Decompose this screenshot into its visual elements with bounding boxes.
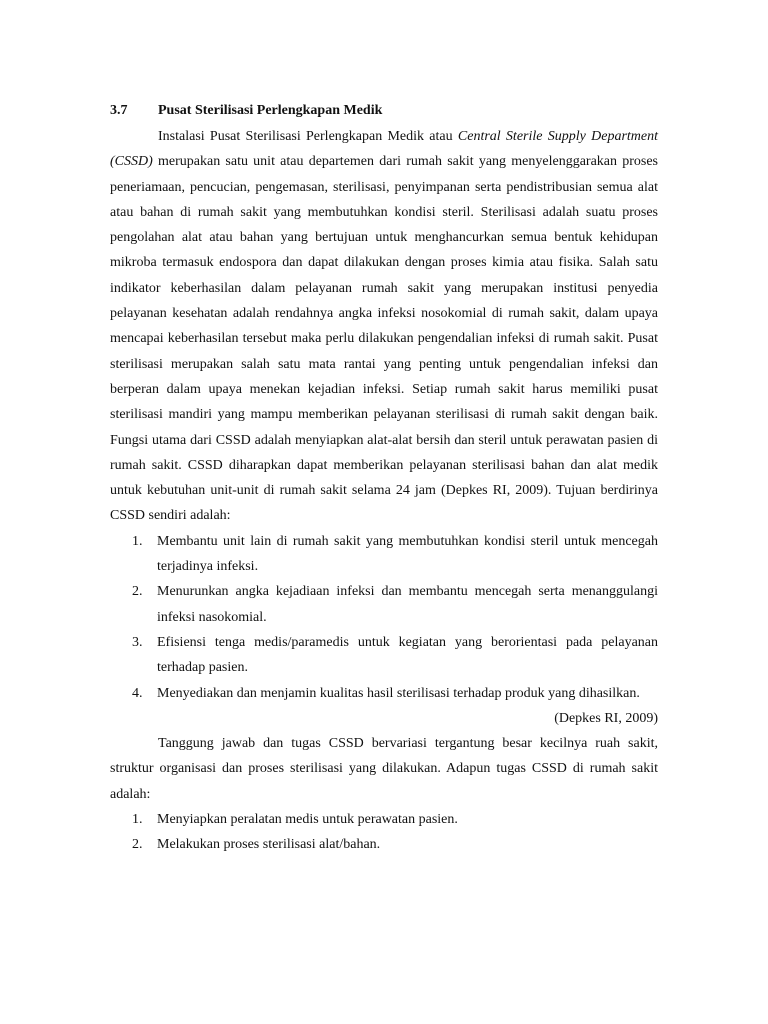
- paragraph-duties: Tanggung jawab dan tugas CSSD bervariasi tergantung besar kecilnya ruah sakit, struktur organisasi dan proses sterilisasi yang dilakukan. Adapun tugas CSSD di rumah sakit adalah:: [110, 736, 658, 802]
- section-heading: [110, 98, 658, 124]
- list-item-text: Menurunkan angka kejadiaan infeksi dan membantu mencegah serta menanggulangi infeksi nasokomial.: [157, 584, 658, 625]
- paragraph-intro: [110, 124, 658, 529]
- list-item-number: 2.: [132, 584, 143, 600]
- list-item-number: 4.: [132, 685, 143, 701]
- list-item: [110, 807, 658, 832]
- list-item-text: Melakukan proses sterilisasi alat/bahan.: [157, 837, 381, 853]
- list-item: [110, 630, 658, 681]
- list-item: [110, 681, 658, 706]
- list-item: [110, 832, 658, 857]
- list-item-text: Menyediakan dan menjamin kualitas hasil sterilisasi terhadap produk yang dihasilkan.: [157, 685, 640, 701]
- list-item-number: 1.: [132, 533, 143, 549]
- objectives-list: [110, 529, 658, 706]
- list-item-number: 3.: [132, 634, 143, 650]
- paragraph-intro-italic-term: Central Sterile Supply Department (CSSD): [110, 129, 658, 170]
- list-item: [110, 529, 658, 580]
- document-body: [110, 98, 658, 858]
- list-item-text: Membantu unit lain di rumah sakit yang membutuhkan kondisi steril untuk mencegah terjadinya infeksi.: [157, 533, 658, 575]
- section-number: 3.7: [110, 103, 128, 118]
- list-item: [110, 579, 658, 630]
- duties-list: [110, 807, 658, 858]
- section-title: Pusat Sterilisasi Perlengkapan Medik: [158, 103, 383, 118]
- list-item-text: Efisiensi tenga medis/paramedis untuk kegiatan yang berorientasi pada pelayanan terhadap pasien.: [157, 634, 658, 676]
- paragraph-intro-rest: merupakan satu unit atau departemen dari rumah sakit yang menyelenggarakan proses peneriamaan, pencucian, pengemasan, sterilisasi, penyimpanan serta pendistribusian semua alat atau bahan di rumah sakit yang membutuhkan kondisi steril. Sterilisasi adalah suatu proses pengolahan alat atau bahan yang bertujuan untuk menghancurkan semua bentuk kehidupan mikroba termasuk endospora dan dapat dilakukan dengan proses kimia atau fisika. Salah satu indikator keberhasilan dalam pelayanan rumah sakit yang merupakan institusi penyedia pelayanan kesehatan adalah rendahnya angka infeksi nosokomial di rumah sakit, dalam upaya mencapai keberhasilan tersebut maka perlu dilakukan pengendalian infeksi di rumah sakit. Pusat sterilisasi merupakan salah satu mata rantai yang penting untuk pengendalian infeksi dan berperan dalam upaya menekan kejadian infeksi. Setiap rumah sakit harus memiliki pusat sterilisasi mandiri yang mampu memberikan pelayanan sterilisasi di rumah sakit dengan baik. Fungsi utama dari CSSD adalah menyiapkan alat-alat bersih dan steril untuk perawatan pasien di rumah sakit. CSSD diharapkan dapat memberikan pelayanan sterilisasi bahan dan alat medik untuk kebutuhan unit-unit di rumah sakit selama 24 jam (Depkes RI, 2009). Tujuan berdirinya CSSD sendiri adalah:: [110, 154, 658, 524]
- list-item-text: Menyiapkan peralatan medis untuk perawatan pasien.: [157, 812, 458, 828]
- list-item-number: 1.: [132, 812, 143, 828]
- citation: (Depkes RI, 2009): [554, 710, 658, 726]
- list-item-number: 2.: [132, 837, 143, 853]
- paragraph-intro-lead: Instalasi Pusat Sterilisasi Perlengkapan Medik atau: [158, 129, 458, 144]
